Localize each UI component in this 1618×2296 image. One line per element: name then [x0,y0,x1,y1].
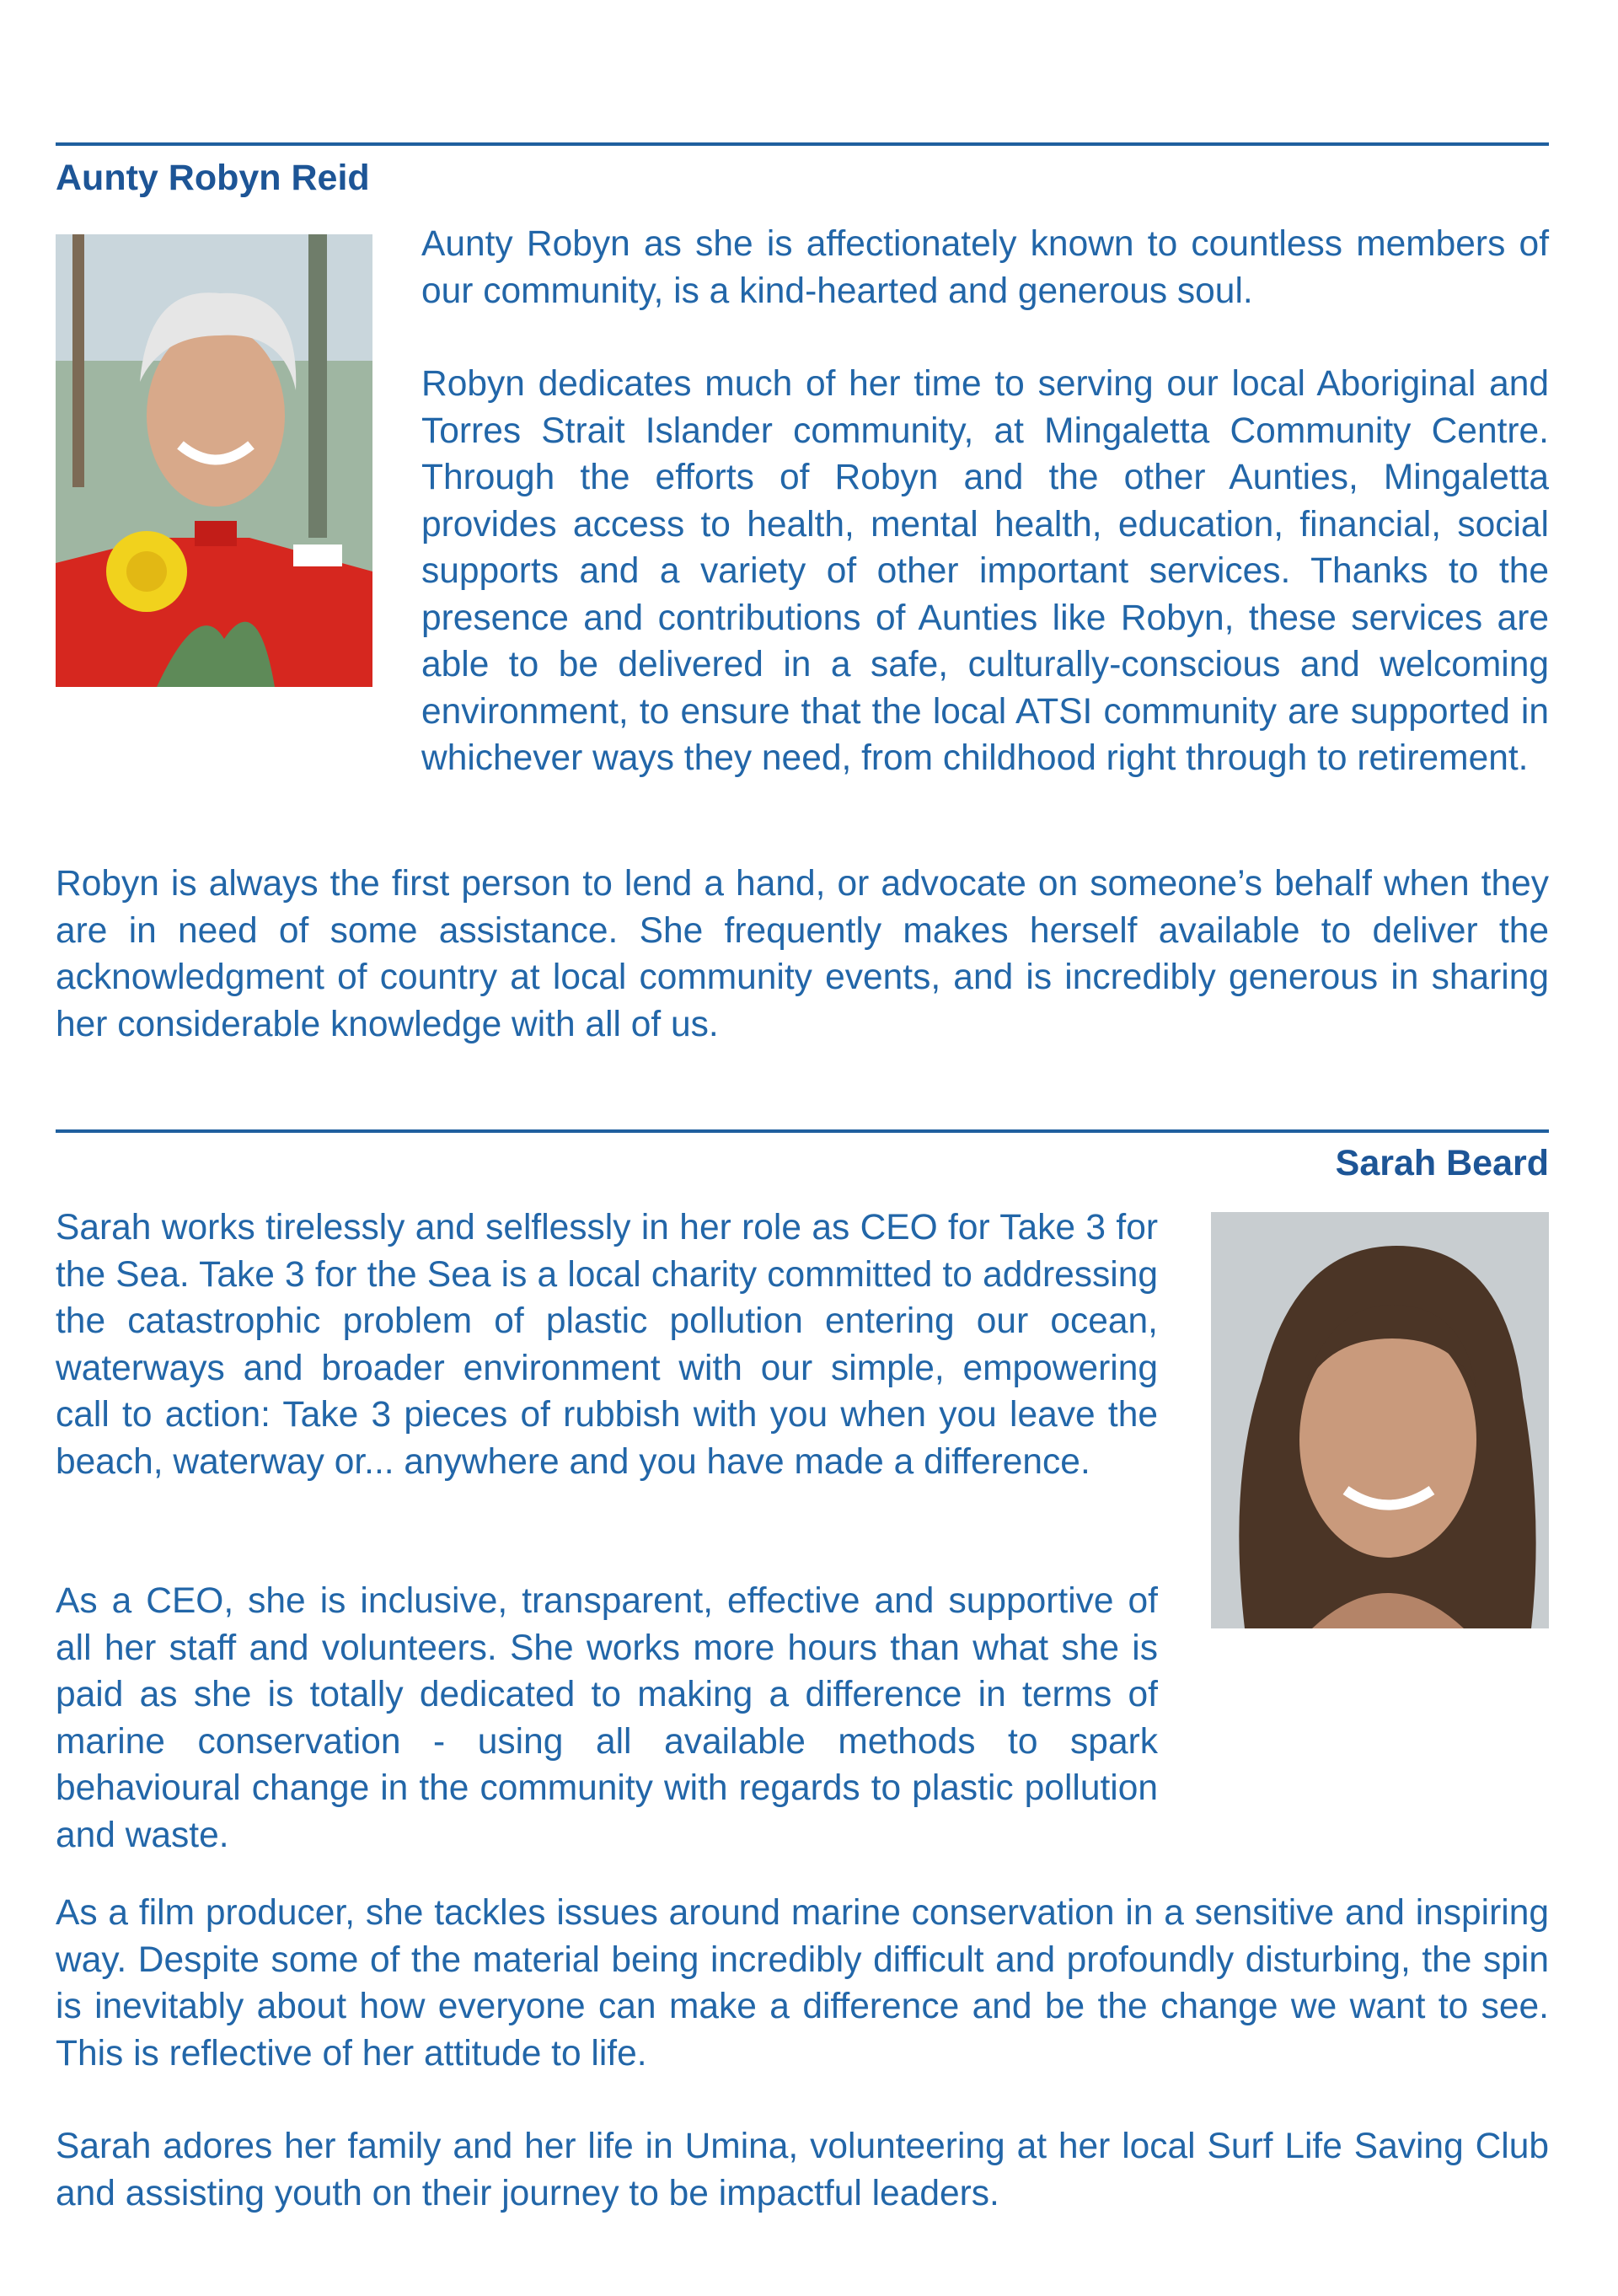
sarah-paragraph-2: As a CEO, she is inclusive, transparent, effective and supportive of all her staff and volunteers. She works more hours than what she is paid as she is totally dedicated to making a difference in terms of marine conservation - using all available methods to spark behavioural change in the community with regards to plastic pollution and waste. [56,1581,1158,1855]
photo-robyn [56,234,372,687]
section-divider-robyn [56,142,1549,146]
robyn-paragraph-1: Aunty Robyn as she is affectionately known to countless members of our community, is a kind-hearted and generous soul. [421,224,1549,311]
portrait-photo-icon [56,234,372,687]
sarah-paragraph-4: Sarah adores her family and her life in Umina, volunteering at her local Surf Life Saving Club and assisting youth on their journey to be impactful leaders. [56,2127,1549,2213]
section-divider-sarah [56,1129,1549,1133]
robyn-paragraph-3: Robyn is always the first person to lend a hand, or advocate on someone’s behalf when they are in need of some assistance. She frequently makes herself available to deliver the acknowledgment of country at local community events, and is incredibly generous in sharing her considerable knowledge with all of us. [56,864,1549,1044]
photo-sarah [1211,1212,1549,1628]
heading-robyn: Aunty Robyn Reid [56,158,370,198]
sarah-paragraph-1: Sarah works tirelessly and selflessly in her role as CEO for Take 3 for the Sea. Take 3 for the Sea is a local charity committed to addressing the catastrophic problem of plastic pollution entering our ocean, waterways and broader environment with our simple, empowering call to action: Take 3 pieces of rubbish with you when you leave the beach, waterway or... anywhere and you have made a difference. [56,1208,1158,1482]
heading-sarah: Sarah Beard [1335,1143,1549,1183]
sarah-paragraph-3: As a film producer, she tackles issues around marine conservation in a sensitive and inspiring way. Despite some of the material being incredibly difficult and profoundly disturbing, the spin is inevitably about how everyone can make a difference and be the change we want to see. This is reflective of her attitude to life. [56,1893,1549,2073]
portrait-photo-icon [1211,1212,1549,1628]
robyn-paragraph-2: Robyn dedicates much of her time to serving our local Aboriginal and Torres Strait Islander community, at Mingaletta Community Centre. Through the efforts of Robyn and the other Aunties, Mingaletta provides access to health, mental health, education, financial, social supports and a variety of other important services. Thanks to the presence and contributions of Aunties like Robyn, these services are able to be delivered in a safe, culturally-conscious and welcoming environment, to ensure that the local ATSI community are supported in whichever ways they need, from childhood right through to retirement. [421,364,1549,778]
